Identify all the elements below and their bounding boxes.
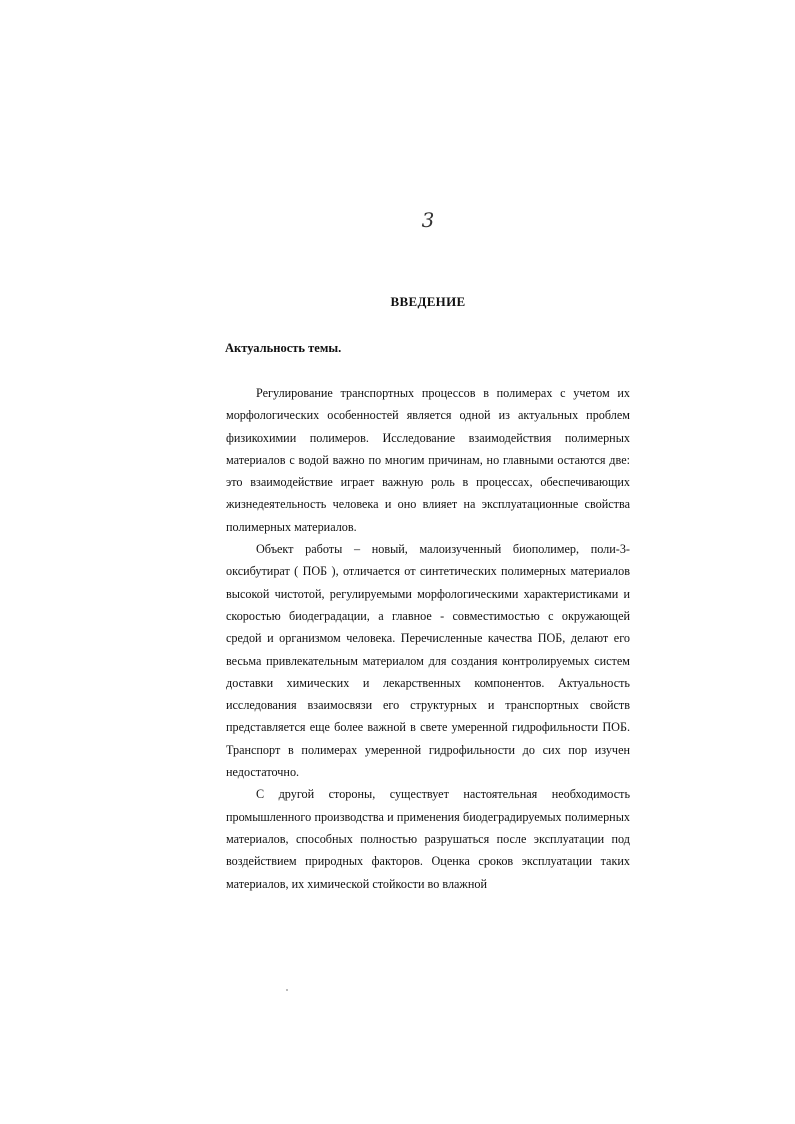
section-title: Актуальность темы. (225, 341, 342, 355)
paragraph-2: Объект работы – новый, малоизученный биополимер, поли-3-оксибутират ( ПОБ ), отличается от синтетических полимерных материалов высокой чистотой, регулируемыми морфологическими характеристиками и скоростью биодеградации, а главное - совместимостью с окружающей средой и организмом человека. Перечисленные качества ПОБ, делают его весьма привлекательным материалом для создания контролируемых систем доставки химических и лекарственных компонентов. Актуальность исследования взаимосвязи его структурных и транспортных свойств представляется еще более важной в свете умеренной гидрофильности ПОБ. Транспорт в полимерах умеренной гидрофильности до сих пор изучен недостаточно. (226, 542, 630, 780)
paragraph-1: Регулирование транспортных процессов в полимерах с учетом их морфологических особенностей является одной из актуальных проблем физикохимии полимеров. Исследование взаимодействия полимерных материалов с водой важно по многим причинам, но главными остаются две: это взаимодействие играет важную роль в процессах, обеспечивающих жизнедеятельность человека и оно влияет на эксплуатационные свойства полимерных материалов. (226, 386, 630, 534)
scan-speck (286, 989, 288, 991)
page-heading: ВВЕДЕНИЕ (390, 294, 466, 309)
page-number: 3 (421, 208, 435, 232)
body-text (226, 382, 630, 895)
paragraph-3: С другой стороны, существует настоятельная необходимость промышленного производства и применения биодеградируемых полимерных материалов, способных полностью разрушаться после эксплуатации под воздействием природных факторов. Оценка сроков эксплуатации таких материалов, их химической стойкости во влажной (226, 787, 630, 891)
